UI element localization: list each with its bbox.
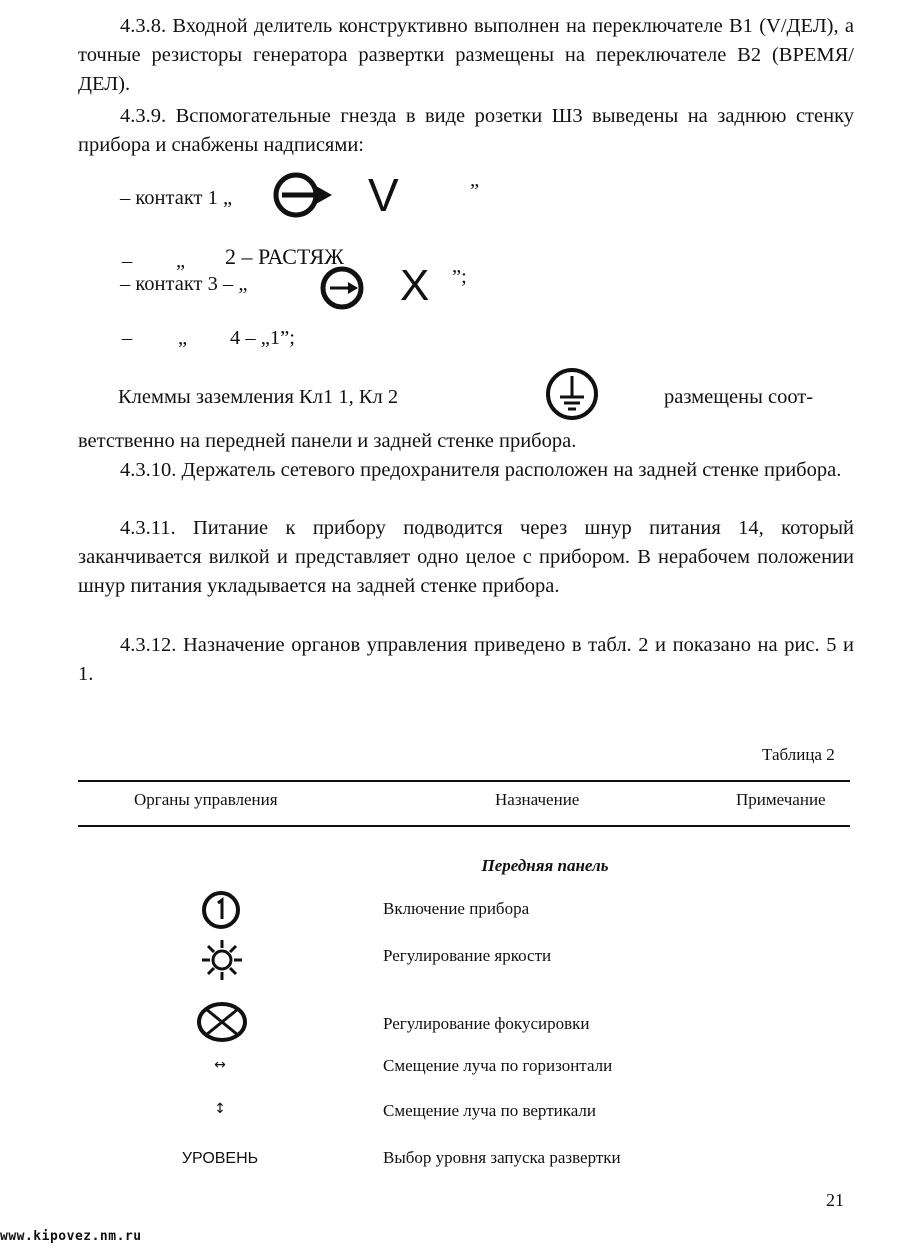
arrow-circle-icon xyxy=(272,169,336,221)
paragraph-4-3-8: 4.3.8. Входной делитель конструктивно выполнен на переключателе В1 (V/ДЕЛ), а точные резисторы генератора развертки размещены на переключателе В2 (ВРЕМЯ/ДЕЛ). xyxy=(78,15,854,95)
table-row-purpose: Смещение луча по горизонтали xyxy=(383,1056,613,1075)
power-icon xyxy=(199,889,243,931)
contact-3-label: – контакт 3 – „ xyxy=(120,273,248,295)
brightness-icon xyxy=(200,938,244,982)
contact-4-label: 4 – „1”; xyxy=(230,327,295,349)
table-header-rule xyxy=(78,825,850,827)
contact-4-dash: – xyxy=(122,327,133,349)
contact-1-letter: V xyxy=(368,169,399,221)
contact-1-label: – контакт 1 „ xyxy=(120,187,233,209)
table-row-purpose: Включение прибора xyxy=(383,899,530,918)
paragraph-4-3-10: 4.3.10. Держатель сетевого предохранителя расположен на задней стенке прибора. xyxy=(120,459,842,481)
ground-terminals-label: Клеммы заземления Кл1 1, Кл 2 xyxy=(118,386,399,408)
contact-3-quote: ”; xyxy=(452,266,467,288)
contact-3-letter: X xyxy=(400,261,430,310)
horizontal-arrow-icon: ↔ xyxy=(214,1057,226,1073)
table-row-purpose: Регулирование яркости xyxy=(383,946,552,965)
page-number: 21 xyxy=(826,1190,844,1210)
contact-2-quote: „ xyxy=(176,250,186,272)
footer-url: www.kipovez.nm.ru xyxy=(0,1229,142,1244)
table-section-front-panel: Передняя панель xyxy=(481,856,609,875)
table-row-purpose: Регулирование фокусировки xyxy=(383,1014,590,1033)
level-control-label: УРОВЕНЬ xyxy=(181,1150,259,1167)
paragraph-4-3-12: 4.3.12. Назначение органов управления приведено в табл. 2 и показано на рис. 5 и 1. xyxy=(78,634,854,685)
table-header-controls: Органы управления xyxy=(134,790,278,809)
table-top-rule xyxy=(78,780,850,782)
paragraph-4-3-9: 4.3.9. Вспомогательные гнезда в виде розетки Ш3 выведены на заднюю стенку прибора и снабжены надписями: xyxy=(78,105,854,156)
table-header-note: Примечание xyxy=(736,790,826,809)
focus-icon xyxy=(196,1000,248,1044)
contact-1-quote: ” xyxy=(470,180,480,202)
table-header-purpose: Назначение xyxy=(495,790,580,809)
paragraph-4-3-11: 4.3.11. Питание к прибору подводится через шнур питания 14, который заканчивается вилкой и представляет одно целое с прибором. В нерабочем положении шнур питания укладывается на задней стенке прибора. xyxy=(78,517,854,597)
contact-4-quote: „ xyxy=(178,327,188,349)
table-caption: Таблица 2 xyxy=(762,745,835,764)
contact-2-dash: – xyxy=(122,250,133,272)
ground-icon xyxy=(544,366,600,422)
ground-terminals-placement: размещены соот- xyxy=(664,386,814,408)
table-row-purpose: Смещение луча по вертикали xyxy=(383,1101,596,1120)
contact-2-label: 2 – РАСТЯЖ xyxy=(225,244,344,269)
table-row-purpose: Выбор уровня запуска развертки xyxy=(383,1148,621,1167)
arrow-target-icon xyxy=(318,265,368,311)
paragraph-continuation: ветственно на передней панели и задней стенке прибора. xyxy=(78,430,577,452)
vertical-arrow-icon: ↕ xyxy=(214,1101,226,1117)
